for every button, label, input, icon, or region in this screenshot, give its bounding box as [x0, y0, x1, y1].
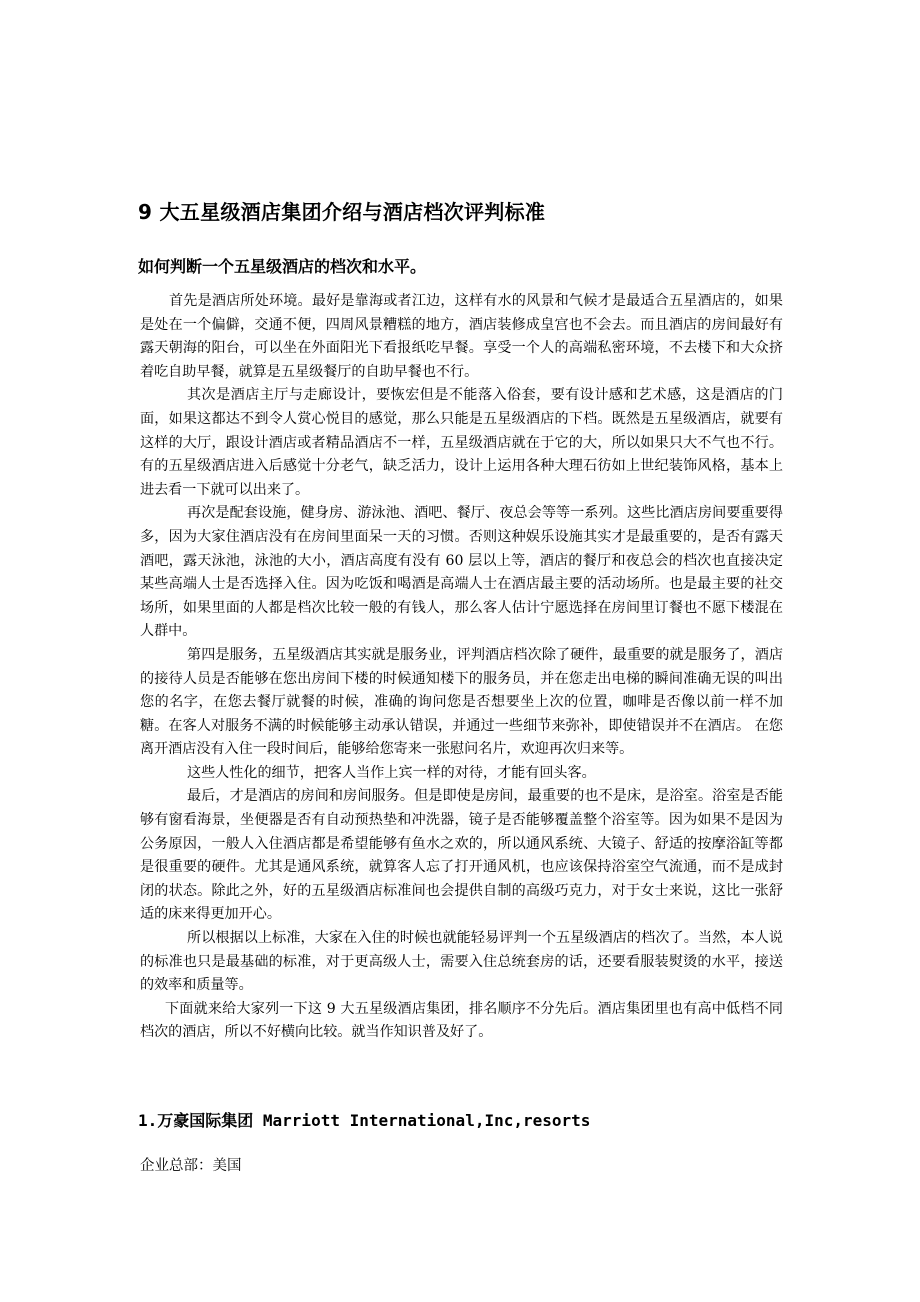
paragraph-lobby-design: 其次是酒店主厅与走廊设计，要恢宏但是不能落入俗套，要有设计感和艺术感，这是酒店的门面，如果这都达不到令人赏心悦目的感觉，那么只能是五星级酒店的下档。既然是五星级酒店，就要有这样的大厅，跟设计酒店或者精品酒店不一样，五星级酒店就在于它的大，所以如果只大不气也不行。有的五星级酒店进入后感觉十分老气，缺乏活力，设计上运用各种大理石彷如上世纪装饰风格，基本上进去看一下就可以出来了。: [140, 387, 783, 498]
body-text: [140, 290, 783, 1045]
section-heading-marriott: 1.万豪国际集团 Marriott International,Inc,resorts: [138, 1111, 591, 1130]
paragraph-service: 第四是服务，五星级酒店其实就是服务业，评判酒店档次除了硬件，最重要的就是服务了，酒店的接待人员是否能够在您出房间下楼的时候通知楼下的服务员，并在您走出电梯的瞬间准确无误的叫出您的名字，在您去餐厅就餐的时候，准确的询问您是否想要坐上次的位置，咖啡是否像以前一样不加糖。在客人对服务不满的时候能够主动承认错误，并通过一些细节来弥补，即使错误并不在酒店。 在您离开酒店没有入住一段时间后，能够给您寄来一张慰问名片，欢迎再次归来等。: [140, 646, 783, 758]
paragraph-list-intro: 下面就来给大家列一下这 9 大五星级酒店集团，排名顺序不分先后。酒店集团里也有高中低档不同档次的酒店，所以不好横向比较。就当作知识普及好了。: [140, 1000, 783, 1041]
page-title: 9 大五星级酒店集团介绍与酒店档次评判标准: [138, 200, 546, 224]
headquarters-line: 企业总部：美国: [140, 1158, 242, 1174]
paragraph-conclusion: 所以根据以上标准，大家在入住的时候也就能轻易评判一个五星级酒店的档次了。当然，本人说的标准也只是最基础的标准，对于更高级人士，需要入住总统套房的话，还要看服装熨烫的水平，接送的效率和质量等。: [140, 930, 783, 994]
paragraph-facilities: 再次是配套设施，健身房、游泳池、酒吧、餐厅、夜总会等等一系列。这些比酒店房间要重要得多，因为大家住酒店没有在房间里面呆一天的习惯。否则这种娱乐设施其实才是最重要的，是否有露天酒吧，露天泳池，泳池的大小，酒店高度有没有 60 层以上等，酒店的餐厅和夜总会的档次也直接决定某些高端人士是否选择入住。因为吃饭和喝酒是高端人士在酒店最主要的活动场所。也是最主要的社交场所，如果里面的人都是档次比较一般的有钱人，那么客人估计宁愿选择在房间里订餐也不愿下楼混在人群中。: [140, 505, 783, 640]
paragraph-details: 这些人性化的细节，把客人当作上宾一样的对待，才能有回头客。: [187, 764, 596, 781]
section-subtitle: 如何判断一个五星级酒店的档次和水平。: [138, 257, 427, 276]
paragraph-environment: 首先是酒店所处环境。最好是靠海或者江边，这样有水的风景和气候才是最适合五星酒店的，如果是处在一个偏僻，交通不便，四周风景糟糕的地方，酒店装修成皇宫也不会去。而且酒店的房间最好有露天朝海的阳台，可以坐在外面阳光下看报纸吃早餐。享受一个人的高端私密环境，不去楼下和大众挤着吃自助早餐，就算是五星级餐厅的自助早餐也不行。: [140, 293, 783, 380]
paragraph-rooms: 最后，才是酒店的房间和房间服务。但是即使是房间，最重要的也不是床，是浴室。浴室是否能够有窗看海景，坐便器是否有自动预热垫和冲洗器，镜子是否能够覆盖整个浴室等。因为如果不是因为公务原因，一般人入住酒店都是希望能够有鱼水之欢的，所以通风系统、大镜子、舒适的按摩浴缸等都是很重要的硬件。尤其是通风系统，就算客人忘了打开通风机，也应该保持浴室空气流通，而不是成封闭的状态。除此之外，好的五星级酒店标准间也会提供自制的高级巧克力，对于女士来说，这比一张舒适的床来得更加开心。: [140, 788, 783, 923]
